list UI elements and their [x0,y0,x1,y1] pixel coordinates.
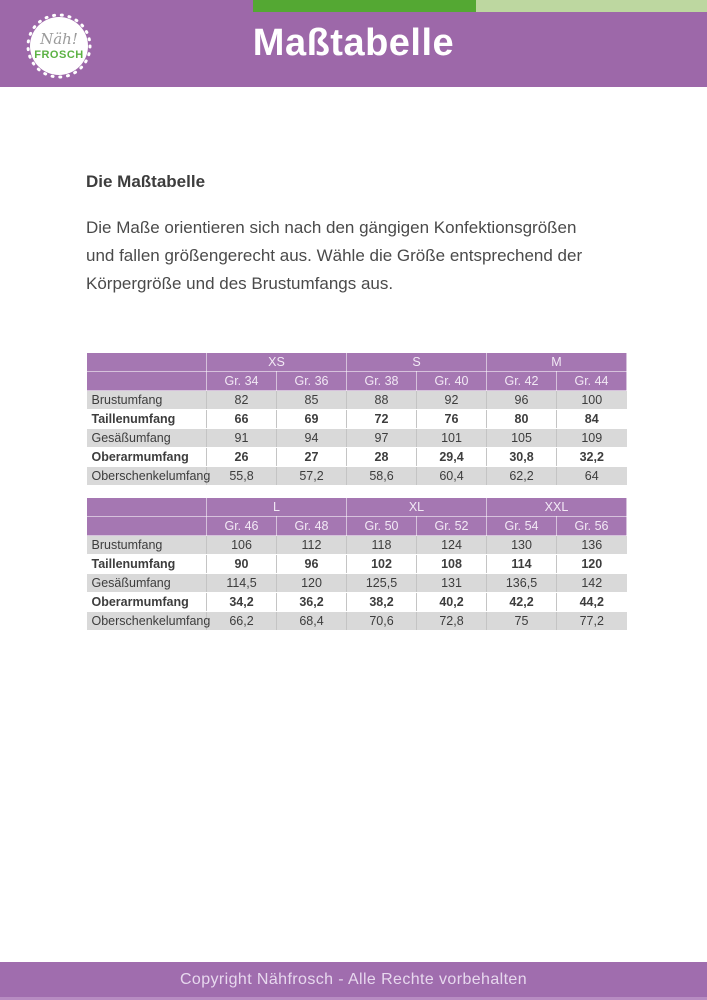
table-corner-cell [87,353,207,372]
measurement-value: 58,6 [347,467,417,486]
measurement-row [87,612,627,631]
measurement-label: Oberschenkelumfang [87,612,207,631]
measurement-value: 40,2 [417,593,487,612]
measurement-label: Oberschenkelumfang [87,467,207,486]
measurement-value: 100 [557,391,627,410]
measurement-value: 44,2 [557,593,627,612]
measurement-value: 105 [487,429,557,448]
size-group-header: XL [347,498,487,517]
page-footer [0,962,707,997]
measurement-value: 142 [557,574,627,593]
size-group-header: S [347,353,487,372]
table-corner-cell [87,498,207,517]
measurement-value: 109 [557,429,627,448]
measurement-value: 84 [557,410,627,429]
size-group-header: L [207,498,347,517]
green-accent-bar-dark [253,0,476,12]
measurement-label: Oberarmumfang [87,593,207,612]
size-header: Gr. 54 [487,517,557,536]
measurement-value: 88 [347,391,417,410]
green-accent-bar-light [476,0,707,12]
measurement-value: 38,2 [347,593,417,612]
measurement-label: Oberarmumfang [87,448,207,467]
measurement-row [87,593,627,612]
copyright-text: Copyright Nähfrosch - Alle Rechte vorbehalten [179,970,528,988]
size-header: Gr. 34 [207,372,277,391]
measurement-value: 136 [557,536,627,555]
measurement-label: Brustumfang [87,536,207,555]
measurement-value: 30,8 [487,448,557,467]
measurement-value: 76 [417,410,487,429]
measurement-value: 60,4 [417,467,487,486]
measurement-value: 125,5 [347,574,417,593]
measurement-value: 62,2 [487,467,557,486]
measurement-value: 64 [557,467,627,486]
measurement-value: 70,6 [347,612,417,631]
measurement-row [87,448,627,467]
size-header: Gr. 56 [557,517,627,536]
measurement-value: 26 [207,448,277,467]
measurement-row [87,574,627,593]
size-header: Gr. 50 [347,517,417,536]
measurement-value: 102 [347,555,417,574]
measurement-row [87,391,627,410]
size-header: Gr. 46 [207,517,277,536]
measurement-label: Taillenumfang [87,555,207,574]
size-table-xs-s-m [86,352,627,486]
measurement-value: 120 [557,555,627,574]
page-header [0,0,707,87]
measurement-value: 106 [207,536,277,555]
measurement-value: 32,2 [557,448,627,467]
size-table-l-xl-xxl [86,497,627,631]
table-corner-cell [87,372,207,391]
measurement-value: 118 [347,536,417,555]
size-header: Gr. 48 [277,517,347,536]
size-header: Gr. 38 [347,372,417,391]
size-header: Gr. 40 [417,372,487,391]
measurement-value: 55,8 [207,467,277,486]
measurement-value: 27 [277,448,347,467]
naehfrosch-logo [26,13,92,79]
measurement-row [87,536,627,555]
size-group-header: M [487,353,627,372]
size-group-header: XXL [487,498,627,517]
logo-text-frosch: FROSCH [34,49,84,61]
measurement-value: 66 [207,410,277,429]
size-header: Gr. 36 [277,372,347,391]
measurement-value: 66,2 [207,612,277,631]
measurement-row [87,467,627,486]
table-corner-cell [87,517,207,536]
logo-text-naeh: Näh! [40,30,78,48]
measurement-value: 96 [487,391,557,410]
measurement-value: 85 [277,391,347,410]
measurement-value: 80 [487,410,557,429]
measurement-value: 72,8 [417,612,487,631]
measurement-label: Gesäßumfang [87,574,207,593]
paragraph-line: und fallen größengerecht aus. Wähle die Größe entsprechend der [86,246,583,265]
measurement-value: 101 [417,429,487,448]
measurement-value: 124 [417,536,487,555]
measurement-value: 69 [277,410,347,429]
intro-paragraph [86,214,621,298]
measurement-value: 77,2 [557,612,627,631]
measurement-value: 29,4 [417,448,487,467]
measurement-value: 96 [277,555,347,574]
document-body [0,172,707,631]
measurement-row [87,429,627,448]
measurement-value: 94 [277,429,347,448]
measurement-row [87,555,627,574]
measurement-value: 91 [207,429,277,448]
measurement-value: 114 [487,555,557,574]
paragraph-line: Die Maße orientieren sich nach den gängigen Konfektionsgrößen [86,218,577,237]
measurement-value: 36,2 [277,593,347,612]
measurement-value: 90 [207,555,277,574]
measurement-value: 114,5 [207,574,277,593]
measurement-value: 42,2 [487,593,557,612]
section-heading: Die Maßtabelle [86,172,206,191]
measurement-value: 131 [417,574,487,593]
measurement-value: 82 [207,391,277,410]
page-title: Maßtabelle [252,22,455,64]
size-header: Gr. 52 [417,517,487,536]
logo-badge-icon [26,13,92,79]
measurement-value: 120 [277,574,347,593]
measurement-label: Brustumfang [87,391,207,410]
paragraph-line: Körpergröße und des Brustumfangs aus. [86,274,394,293]
measurement-label: Gesäßumfang [87,429,207,448]
measurement-value: 68,4 [277,612,347,631]
measurement-label: Taillenumfang [87,410,207,429]
measurement-value: 92 [417,391,487,410]
size-header: Gr. 44 [557,372,627,391]
measurement-value: 130 [487,536,557,555]
measurement-value: 136,5 [487,574,557,593]
measurement-value: 57,2 [277,467,347,486]
measurement-value: 34,2 [207,593,277,612]
size-group-header: XS [207,353,347,372]
measurement-value: 112 [277,536,347,555]
size-header: Gr. 42 [487,372,557,391]
measurement-value: 97 [347,429,417,448]
measurement-value: 108 [417,555,487,574]
measurement-value: 28 [347,448,417,467]
measurement-value: 72 [347,410,417,429]
measurement-row [87,410,627,429]
measurement-value: 75 [487,612,557,631]
